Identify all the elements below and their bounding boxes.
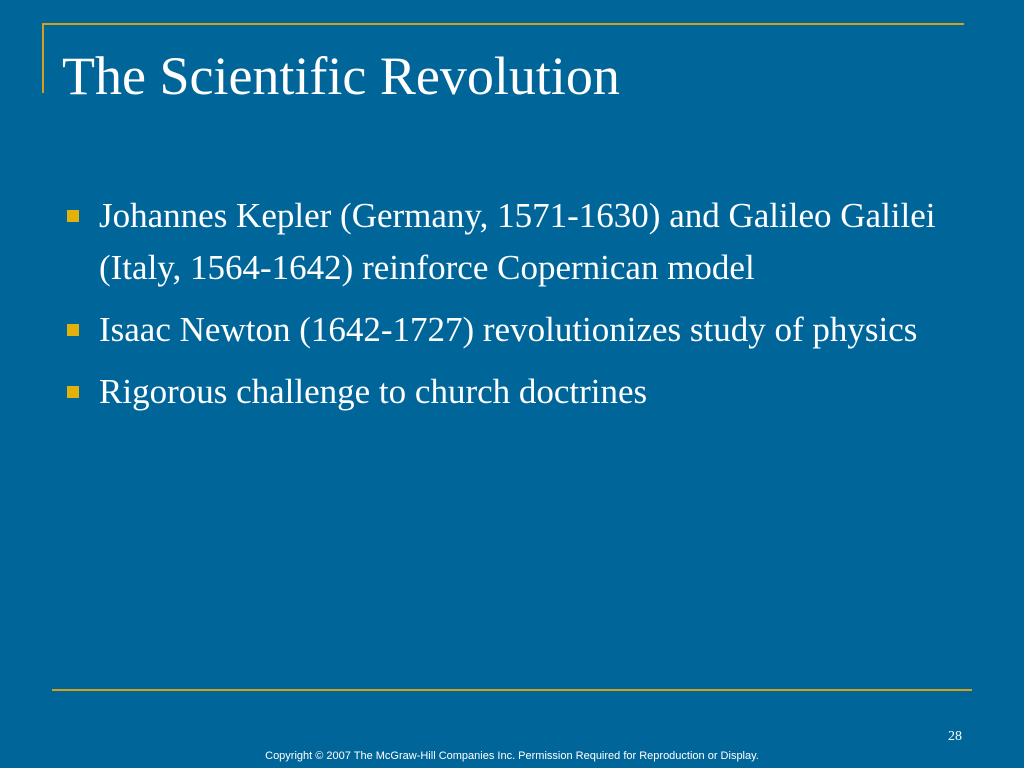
bullet-list xyxy=(64,190,974,428)
footer-rule xyxy=(52,689,972,691)
bullet-text: Isaac Newton (1642-1727) revolutionizes study of physics xyxy=(99,310,918,349)
bullet-item-kepler-galileo xyxy=(64,190,974,294)
square-bullet-icon xyxy=(67,386,79,398)
copyright-notice: Copyright © 2007 The McGraw-Hill Companies Inc. Permission Required for Reproduction or Display. xyxy=(265,750,759,762)
bullet-text: Johannes Kepler (Germany, 1571-1630) and Galileo Galilei (Italy, 1564-1642) reinforce Copernican model xyxy=(99,196,936,287)
square-bullet-icon xyxy=(67,210,79,222)
bullet-item-newton xyxy=(64,304,974,356)
title-frame-top-rule xyxy=(42,23,964,25)
page-number: 28 xyxy=(948,729,962,744)
slide-title: The Scientific Revolution xyxy=(62,46,620,106)
square-bullet-icon xyxy=(67,324,79,336)
bullet-item-church-challenge xyxy=(64,366,974,418)
title-frame-left-rule xyxy=(42,23,44,93)
bullet-text: Rigorous challenge to church doctrines xyxy=(99,372,648,411)
